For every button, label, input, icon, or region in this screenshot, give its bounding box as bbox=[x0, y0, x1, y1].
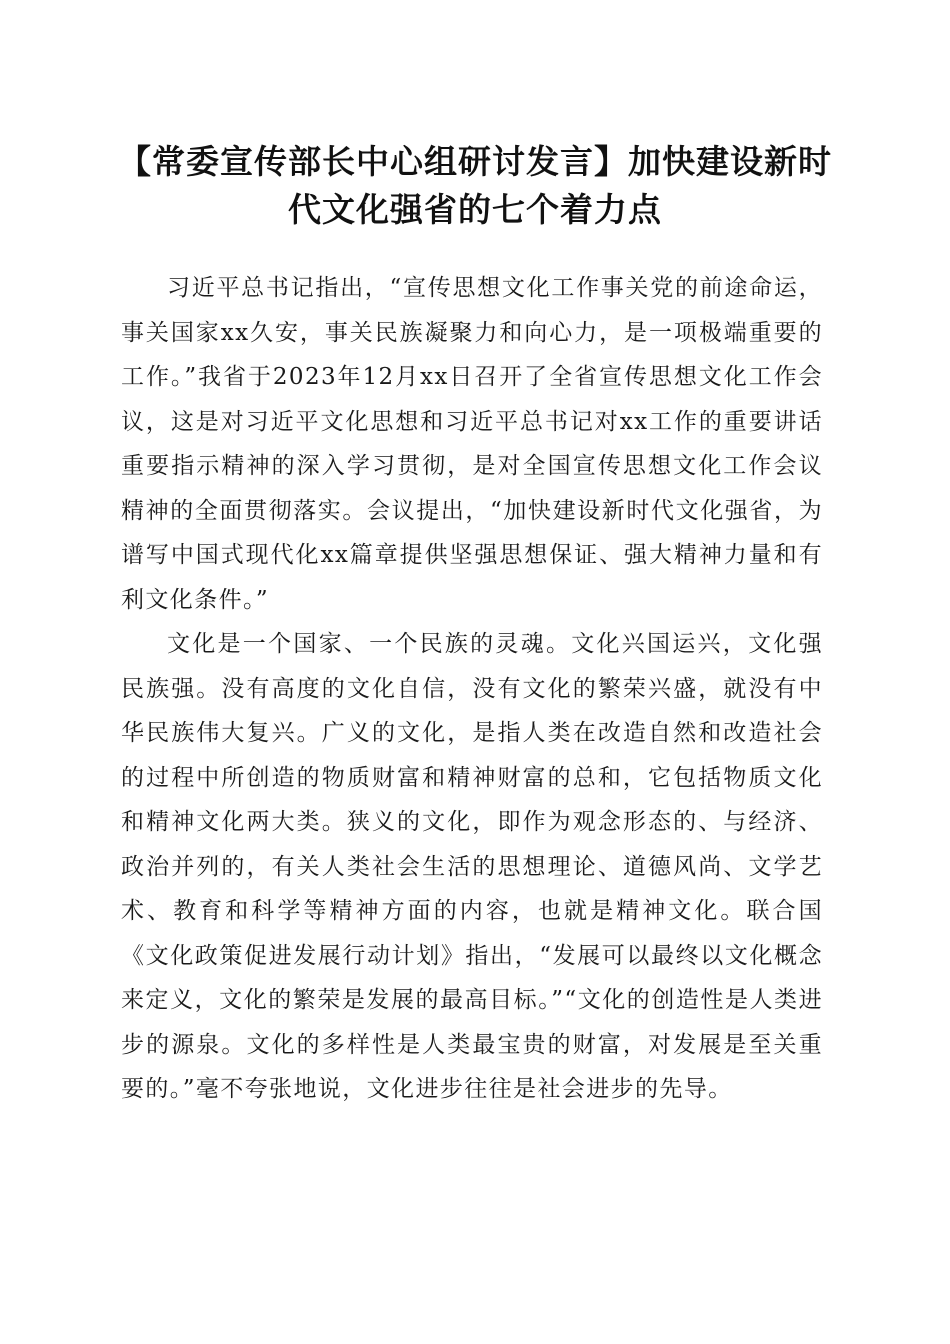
document-title: 【常委宣传部长中心组研讨发言】加快建设新时代文化强省的七个着力点 bbox=[118, 142, 832, 229]
body-paragraph-1: 习近平总书记指出，“宣传思想文化工作事关党的前途命运，事关国家xx久安，事关民族凝聚力和向心力，是一项极端重要的工作。”我省于2023年12月xx日召开了全省宣传思想文化工作会议，这是对习近平文化思想和习近平总书记对xx工作的重要讲话重要指示精神的深入学习贯彻，是对全国宣传思想文化工作会议精神的全面贯彻落实。会议提出，“加快建设新时代文化强省，为谱写中国式现代化xx篇章提供坚强思想保证、强大精神力量和有利文化条件。” bbox=[121, 275, 823, 613]
body-paragraph-2: 文化是一个国家、一个民族的灵魂。文化兴国运兴，文化强民族强。没有高度的文化自信，没有文化的繁荣兴盛，就没有中华民族伟大复兴。广义的文化，是指人类在改造自然和改造社会的过程中所创造的物质财富和精神财富的总和，它包括物质文化和精神文化两大类。狭义的文化，即作为观念形态的、与经济、政治并列的，有关人类社会生活的思想理论、道德风尚、文学艺术、教育和科学等精神方面的内容，也就是精神文化。联合国《文化政策促进发展行动计划》指出，“发展可以最终以文化概念来定义，文化的繁荣是发展的最高目标。”“文化的创造性是人类进步的源泉。文化的多样性是人类最宝贵的财富，对发展是至关重要的。”毫不夸张地说，文化进步往往是社会进步的先导。 bbox=[121, 631, 823, 1102]
document-body bbox=[121, 266, 823, 1112]
